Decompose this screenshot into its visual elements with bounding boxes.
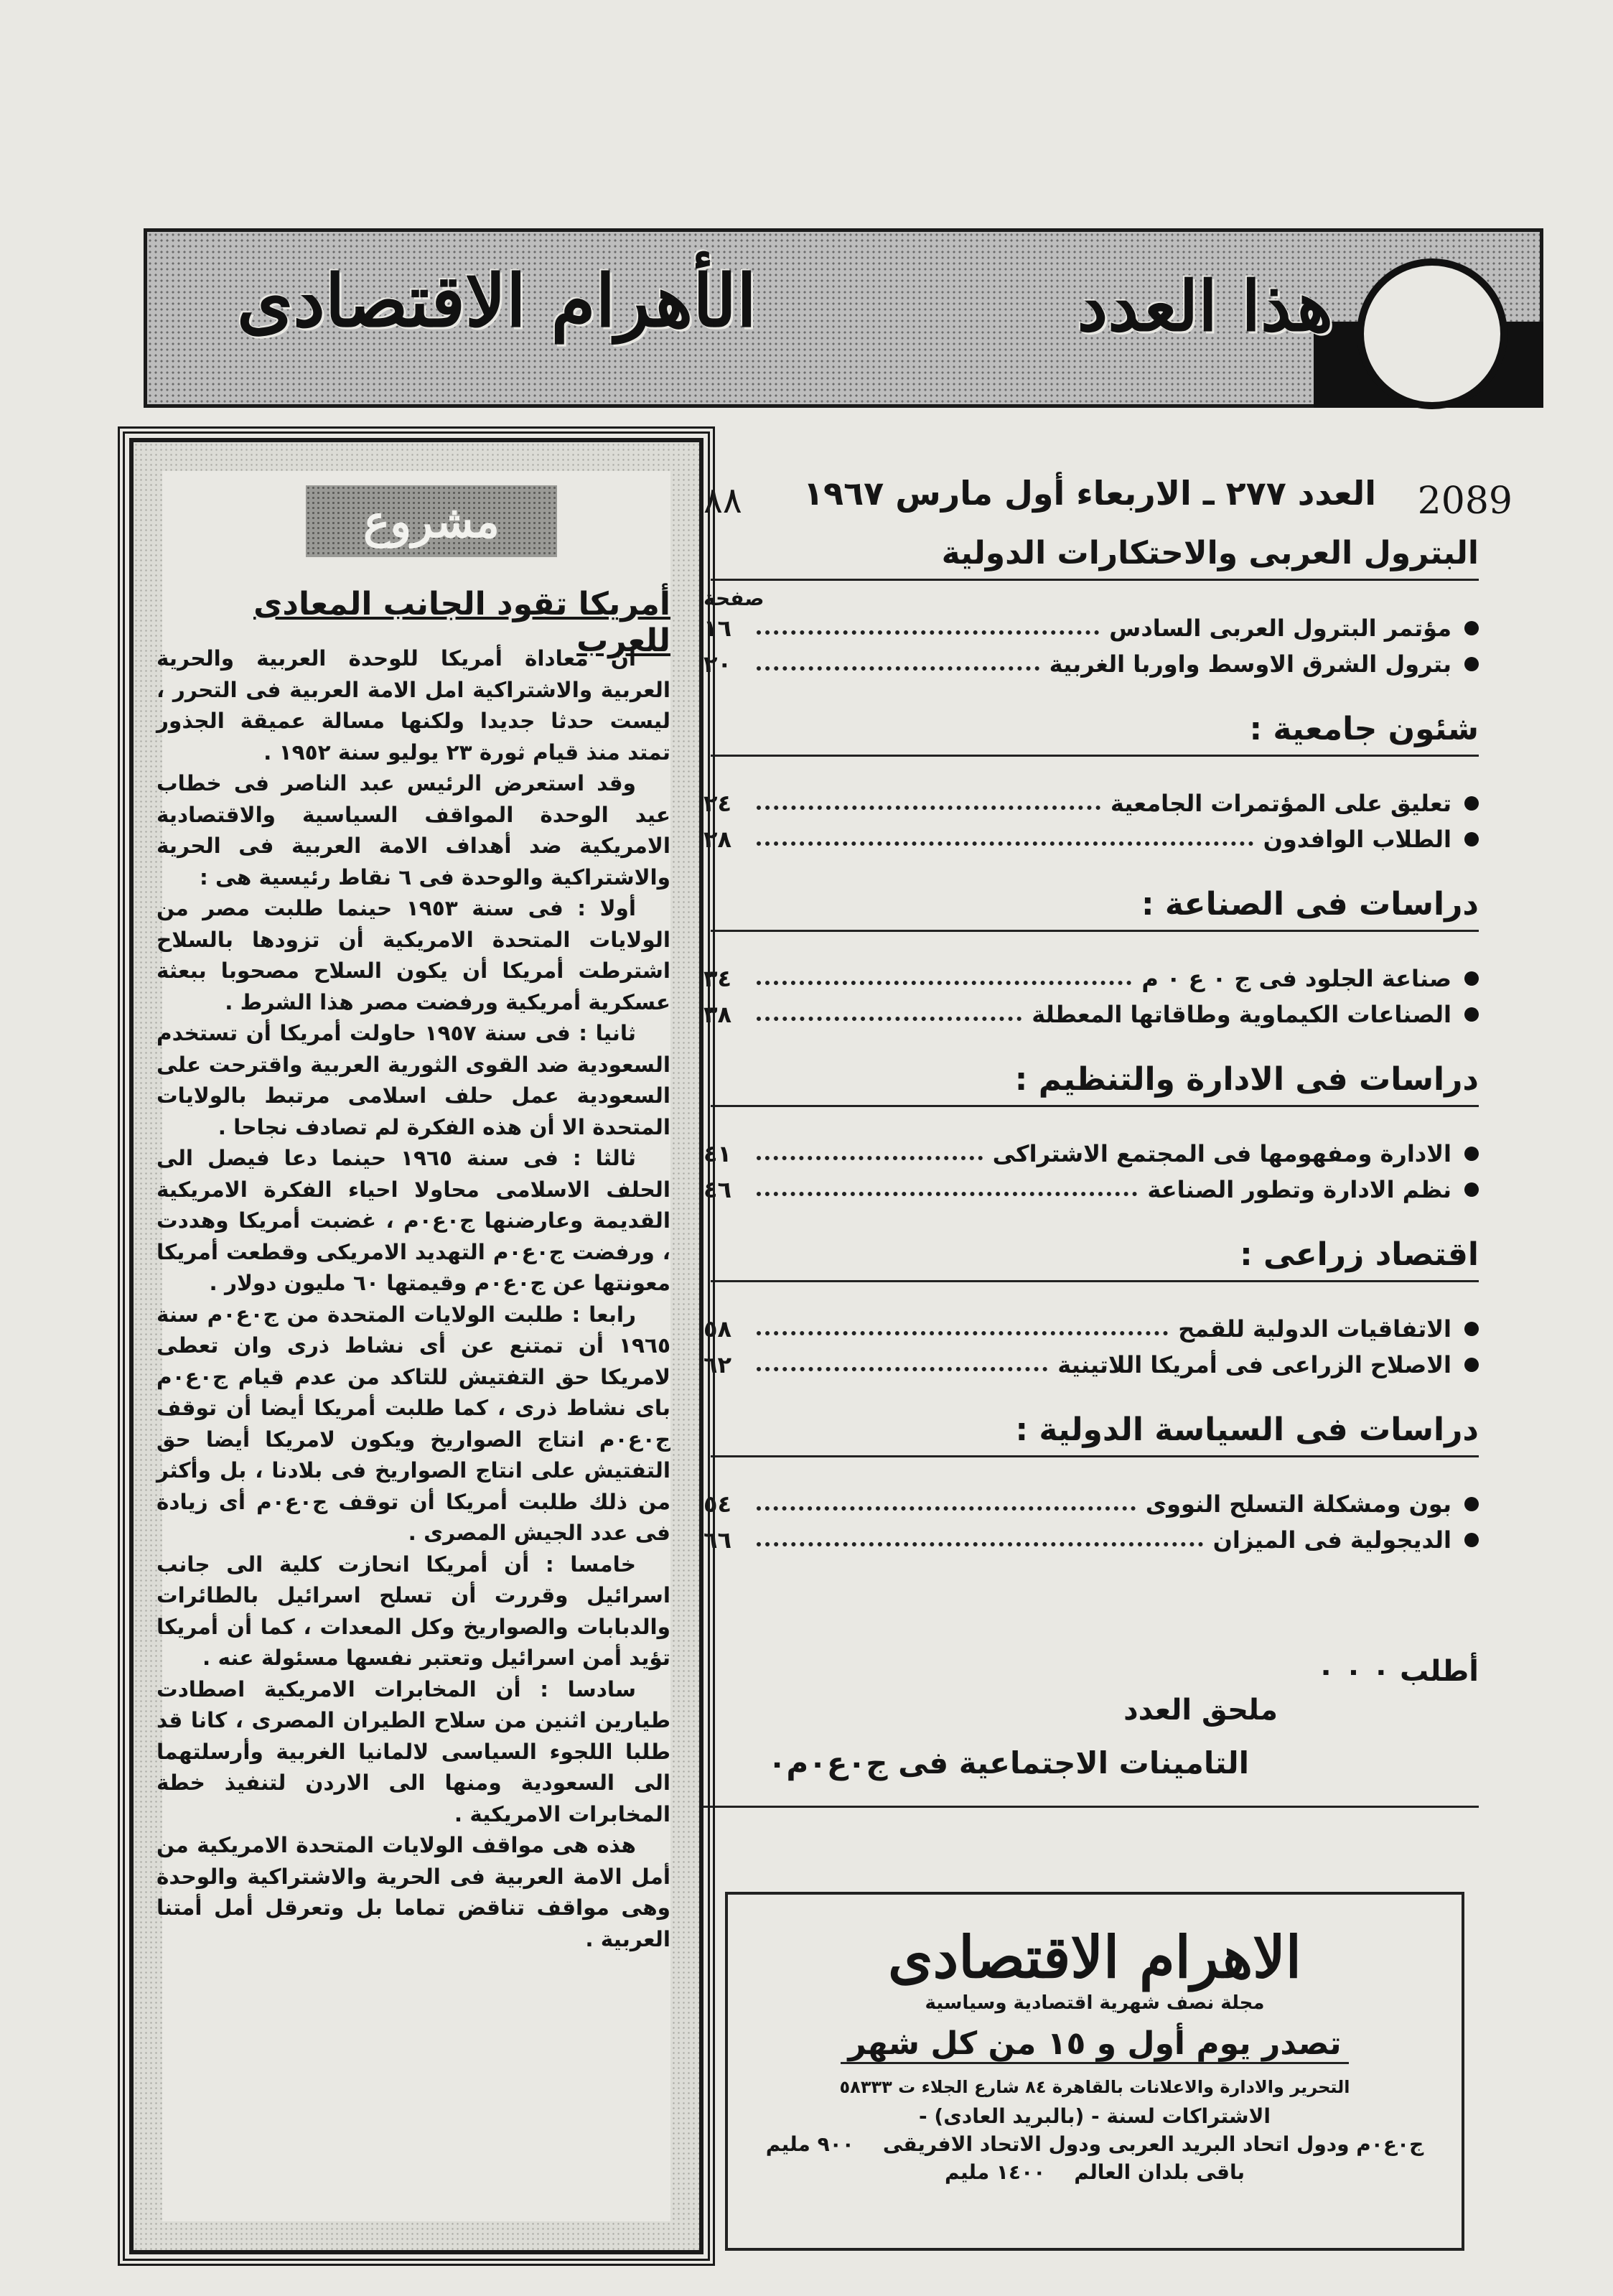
toc-section	[703, 1411, 1479, 1558]
toc-item-page: ٤١	[703, 1140, 732, 1167]
toc-item	[703, 1486, 1479, 1522]
dot-leader	[757, 1367, 1047, 1371]
toc-item-label: صناعة الجلود فى ج ٠ ع ٠ م	[1141, 965, 1451, 992]
toc-section	[703, 711, 1479, 857]
toc-item-label: الاصلاح الزراعى فى أمريكا اللاتينية	[1057, 1351, 1451, 1378]
bullet-icon	[1464, 621, 1479, 635]
article-title: أمريكا تقود الجانب المعادى للعرب	[253, 586, 670, 659]
article-body	[156, 643, 670, 1955]
bullet-icon	[1464, 1007, 1479, 1022]
banner-circle-ornament	[1357, 258, 1507, 409]
dot-leader	[757, 1331, 1168, 1335]
banner-magazine-title: الأهرام الاقتصادى	[237, 258, 757, 343]
project-sidebar-inner	[156, 471, 670, 2221]
toc-section-title: دراسات فى الادارة والتنظيم :	[711, 1061, 1479, 1107]
request-text: أطلب ٠ ٠ ٠	[1317, 1655, 1479, 1688]
banner-this-issue-title: هذا العدد	[1077, 266, 1333, 347]
supplement-title: التامينات الاجتماعية فى ج٠ع٠م٠	[767, 1745, 1249, 1781]
bullet-icon	[1464, 1358, 1479, 1372]
article-paragraph: وقد استعرض الرئيس عبد الناصر فى خطاب عيد الوحدة المواقف السياسية والاقتصادية الامريكية ضد أهداف الامة العربية فى الحرية والاشتراكية والوحدة فى ٦ نقاط رئيسية هى :	[156, 771, 670, 890]
toc-item	[703, 1347, 1479, 1383]
divider	[703, 1806, 1479, 1808]
supplement-heading: ملحق العدد	[1123, 1694, 1278, 1727]
masthead-name: الاهرام الاقتصادى	[887, 1923, 1301, 1991]
toc-item-label: نظم الادارة وتطور الصناعة	[1147, 1176, 1451, 1203]
toc-item	[703, 785, 1479, 821]
article-paragraph: ثانيا : فى سنة ١٩٥٧ حاولت أمريكا أن تستخدم السعودية ضد القوى الثورية العربية واقترحت على السعودية عمل حلف اسلامى مرتبط بالولايات المتحدة الا أن هذه الفكرة لم تصادف نجاحا .	[156, 1021, 670, 1139]
price-local-label: ج٠ع٠م ودول اتحاد البريد العربى ودول الاتحاد الافريقى	[882, 2132, 1424, 2156]
toc-item-page: ٥٨	[703, 1315, 732, 1343]
article-paragraph: هذه هى مواقف الولايات المتحدة الامريكية من أمل الامة العربية فى الحرية والاشتراكية والوحدة وهى مواقف تناقض تماما بل وتعرقل أمل أمتنا العربية .	[156, 1833, 670, 1951]
toc-item-page: ١٦	[703, 615, 732, 642]
masthead-tagline: مجلة نصف شهرية اقتصادية وسياسية	[925, 1992, 1265, 2014]
dot-leader	[757, 630, 1099, 635]
bullet-icon	[1464, 1533, 1479, 1547]
toc-item-page: ٢٤	[703, 790, 732, 817]
price-foreign-label: باقى بلدان العالم	[1074, 2160, 1245, 2184]
dot-leader	[757, 981, 1131, 985]
toc-section-title: دراسات فى الصناعة :	[711, 886, 1479, 932]
toc-section-title: دراسات فى السياسة الدولية :	[711, 1411, 1479, 1457]
masthead-schedule: تصدر يوم أول و ١٥ من كل شهر	[841, 2025, 1348, 2064]
article-paragraph: أولا : فى سنة ١٩٥٣ حينما طلبت مصر من الولايات المتحدة الامريكية أن تزودها بالسلاح اشترطت أمريكا أن يكون السلاح مصحوبا ببعثة عسكرية أمريكية ورفضت مصر هذا الشرط .	[156, 896, 670, 1014]
toc-item	[703, 646, 1479, 682]
toc-item-label: الصناعات الكيماوية وطاقاتها المعطلة	[1032, 1001, 1451, 1028]
toc-item-page: ٦٢	[703, 1351, 732, 1378]
toc-item-label: بون ومشكلة التسلح النووى	[1145, 1490, 1451, 1518]
article-paragraph: خامسا : أن أمريكا انحازت كلية الى جانب اسرائيل وقررت أن تسلح اسرائيل بالطائرات والدبابات والصواريخ وكل المعدات ، كما أن أمريكا تؤيد أمن اسرائيل وتعتبر نفسها مسئولة عنه .	[156, 1551, 670, 1670]
toc-item-page: ٣٨	[703, 1001, 732, 1028]
masthead-subscriptions: الاشتراكات لسنة - (بالبريد العادى) -	[919, 2104, 1271, 2128]
article-paragraph: ان معاداة أمريكا للوحدة العربية والحرية العربية والاشتراكية امل الامة العربية فى التحرر ، ليست حدثا جديدا ولكنها مسالة عميقة الجذور تمتد منذ قيام ثورة ٢٣ يوليو سنة ١٩٥٢ .	[156, 646, 670, 765]
toc-item-label: الادارة ومفهومها فى المجتمع الاشتراكى	[992, 1140, 1451, 1167]
article-paragraph: رابعا : طلبت الولايات المتحدة من ج٠ع٠م سنة ١٩٦٥ أن تمتنع عن أى نشاط ذرى وان تعطى لامريكا حق التفتيش للتاكد من عدم قيام ج٠ع٠م باى نشاط ذرى ، كما طلبت أمريكا أيضا أن توقف ج٠ع٠م انتاج الصواريخ ويكون لامريكا أيضا حق التفتيش على انتاج الصواريخ فى بلادنا ، بل وأكثر من ذلك طلبت أمريكا أن توقف ج٠ع٠م أى زيادة فى عدد الجيش المصرى .	[156, 1302, 670, 1545]
bullet-icon	[1464, 832, 1479, 846]
masthead-address: التحرير والادارة والاعلانات بالقاهرة ٨٤ شارع الجلاء ت ٥٨٣٣٣	[839, 2077, 1350, 2097]
issue-date-line: العدد ٢٧٧ ـ الاربعاء أول مارس ١٩٦٧	[803, 474, 1376, 513]
price-row-foreign	[728, 2160, 1462, 2184]
dot-leader	[757, 1542, 1203, 1546]
toc-item-label: بترول الشرق الاوسط واوربا الغربية	[1049, 650, 1451, 678]
toc-item	[703, 961, 1479, 997]
bullet-icon	[1464, 657, 1479, 671]
table-of-contents	[703, 535, 1479, 1587]
toc-item	[703, 1136, 1479, 1172]
project-label-plate	[306, 485, 557, 557]
masthead-box	[725, 1892, 1464, 2251]
toc-item-label: الطلاب الوافدون	[1263, 826, 1451, 853]
dot-leader	[757, 841, 1253, 846]
toc-section-title: اقتصاد زراعى :	[711, 1236, 1479, 1282]
handwritten-archive-number: 2089	[1417, 480, 1513, 523]
article-paragraph: سادسا : أن المخابرات الامريكية اصطادت طيارين اثنين من سلاح الطيران المصرى ، كانا قد طلبا اللجوء السياسى لالمانيا الغربية وأرسلتهما الى السعودية ومنها الى الاردن لتنفيذ خطة المخابرات الامريكية .	[156, 1676, 670, 1826]
bullet-icon	[1464, 971, 1479, 986]
price-row-local	[728, 2132, 1462, 2156]
toc-section-title: البترول العربى والاحتكارات الدولية	[711, 535, 1479, 581]
dot-leader	[757, 1506, 1136, 1511]
toc-item-page: ٢٨	[703, 826, 732, 853]
project-label: مشروع	[363, 495, 500, 548]
toc-item	[703, 821, 1479, 857]
toc-item-page: ٤٦	[703, 1176, 732, 1203]
page-column-header: صفحة	[703, 587, 765, 610]
dot-leader	[757, 1017, 1021, 1021]
toc-item-label: الاتفاقيات الدولية للقمح	[1178, 1315, 1451, 1343]
dot-leader	[757, 1192, 1137, 1196]
bullet-icon	[1464, 1147, 1479, 1161]
toc-section	[703, 1236, 1479, 1383]
toc-item-page: ٥٤	[703, 1490, 732, 1518]
dot-leader	[757, 666, 1039, 671]
toc-item	[703, 610, 1479, 646]
toc-item-label: تعليق على المؤتمرات الجامعية	[1110, 790, 1451, 817]
price-foreign-value: ١٤٠٠ مليم	[945, 2160, 1046, 2184]
toc-item-label: الديجولية فى الميزان	[1212, 1526, 1451, 1554]
toc-item	[703, 1172, 1479, 1208]
toc-item-label: مؤتمر البترول العربى السادس	[1109, 615, 1451, 642]
article-paragraph: ثالثا : فى سنة ١٩٦٥ حينما دعا فيصل الى الحلف الاسلامى محاولا احياء الفكرة الامريكية القديمة وعارضنها ج٠ع٠م ، غضبت أمريكا وهددت ، ورفضت ج٠ع٠م التهديد الامريكى وقطعت أمريكا معونتها عن ج٠ع٠م وقيمتها ٦٠ مليون دولار .	[156, 1146, 670, 1295]
toc-section	[703, 535, 1479, 682]
bullet-icon	[1464, 1497, 1479, 1511]
toc-item-page: ٦٦	[703, 1526, 732, 1554]
toc-item-page: ٢٠	[703, 650, 732, 678]
toc-section	[703, 1061, 1479, 1208]
toc-item	[703, 997, 1479, 1032]
price-local-value: ٩٠٠ مليم	[765, 2132, 854, 2156]
toc-section	[703, 886, 1479, 1032]
toc-item	[703, 1522, 1479, 1558]
bullet-icon	[1464, 1182, 1479, 1197]
handwritten-page-mark: ٨٨	[703, 480, 742, 521]
bullet-icon	[1464, 1322, 1479, 1336]
supplement-block	[703, 1655, 1479, 1781]
bullet-icon	[1464, 796, 1479, 811]
dot-leader	[757, 1156, 983, 1160]
toc-item-page: ٣٤	[703, 965, 732, 992]
toc-section-title: شئون جامعية :	[711, 711, 1479, 757]
project-sidebar-box	[129, 438, 703, 2254]
toc-item	[703, 1311, 1479, 1347]
dot-leader	[757, 806, 1100, 810]
